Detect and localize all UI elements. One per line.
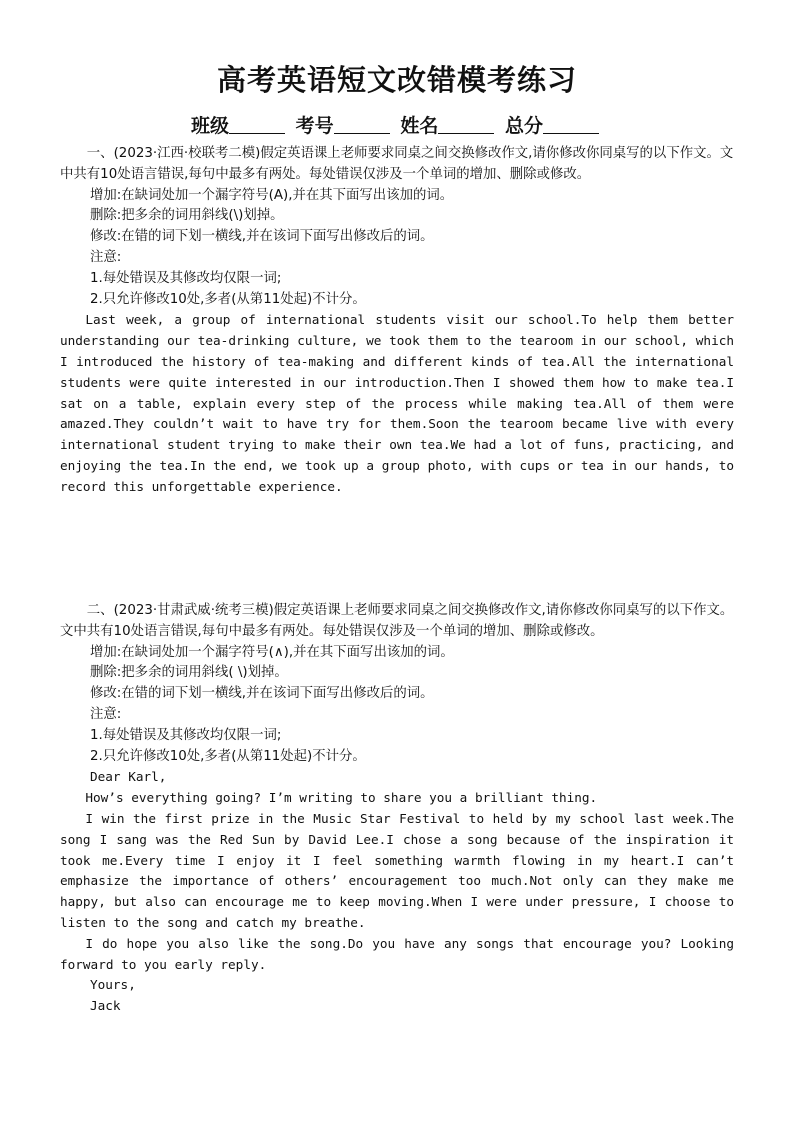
q2-salutation: Dear Karl,	[90, 769, 167, 785]
question-1	[60, 144, 734, 498]
q1-passage: Last week, a group of international students visit our school.To help them better understanding our tea-drinking culture, we took them to the tearoom in our school, which I introduced the history of tea-making and different kinds of tea.All the international students were quite interested in our introduction.Then I showed them how to make tea.I sat on a table, explain every step of the process while making tea.All of them were amazed.They couldn’t wait to have try for them.Soon the tearoom became live with every international student trying to make their own tea.We had a lot of funs, practicing, and enjoying the tea.In the end, we took up a group photo, with cups or tea in our hands, to record this unforgettable experience.	[60, 312, 734, 494]
student-info-line	[0, 111, 794, 138]
q2-add-rule: 增加:在缺词处加一个漏字符号(∧),并在其下面写出该加的词。	[90, 644, 454, 660]
class-blank[interactable]	[229, 115, 285, 134]
q1-rule-2: 2.只允许修改10处,多者(从第11处起)不计分。	[90, 291, 366, 307]
q2-rule-2: 2.只允许修改10处,多者(从第11处起)不计分。	[90, 748, 366, 764]
q2-signature: Jack	[90, 998, 121, 1014]
q2-modify-rule: 修改:在错的词下划一横线,并在该词下面写出修改后的词。	[90, 686, 434, 702]
q1-delete-rule: 删除:把多余的词用斜线(\)划掉。	[90, 208, 284, 224]
q1-header: 一、(2023·江西·校联考二模)假定英语课上老师要求同桌之间交换修改作文,请你修改你同桌写的以下作文。文中共有10处语言错误,每句中最多有两处。每处错误仅涉及一个单词的增加、删除或修改。	[60, 146, 734, 182]
q1-rule-1: 1.每处错误及其修改均仅限一词;	[90, 270, 282, 286]
question-2	[60, 601, 734, 1017]
q2-note: 注意:	[90, 706, 122, 722]
name-blank[interactable]	[438, 115, 494, 134]
q1-modify-rule: 修改:在错的词下划一横线,并在该词下面写出修改后的词。	[90, 229, 434, 245]
q1-note: 注意:	[90, 249, 122, 265]
q2-closing: Yours,	[90, 977, 136, 993]
q2-delete-rule: 删除:把多余的词用斜线( \)划掉。	[90, 665, 288, 681]
q2-header: 二、(2023·甘肃武威·统考三模)假定英语课上老师要求同桌之间交换修改作文,请你修改你同桌写的以下作文。文中共有10处语言错误,每句中最多有两处。每处错误仅涉及一个单词的增加、删除或修改。	[60, 603, 734, 639]
q2-rule-1: 1.每处错误及其修改均仅限一词;	[90, 727, 282, 743]
q2-paragraph-2: I win the first prize in the Music Star Festival to held by my school last week.The song I sang was the Red Sun by David Lee.I chose a song because of the inspiration it took me.Every time I enjoy it I feel something warmth flowing in my heart.I can’t emphasize the importance of others’ encouragement too much.Not only can they make me happy, but also can encourage me to keep moving.When I were under pressure, I choose to listen to the song and catch my breathe.	[60, 810, 734, 930]
number-blank[interactable]	[334, 115, 390, 134]
page-title: 高考英语短文改错模考练习	[216, 63, 577, 97]
score-label: 总分	[504, 115, 543, 137]
score-blank[interactable]	[543, 115, 599, 134]
q1-add-rule: 增加:在缺词处加一个漏字符号(A),并在其下面写出该加的词。	[90, 187, 454, 203]
class-label: 班级	[191, 115, 230, 137]
number-label: 考号	[295, 115, 334, 137]
q2-paragraph-1: How’s everything going? I’m writing to share you a brilliant thing.	[85, 790, 598, 806]
q2-paragraph-3: I do hope you also like the song.Do you have any songs that encourage you? Looking forward to you early reply.	[60, 935, 734, 972]
name-label: 姓名	[400, 115, 439, 137]
